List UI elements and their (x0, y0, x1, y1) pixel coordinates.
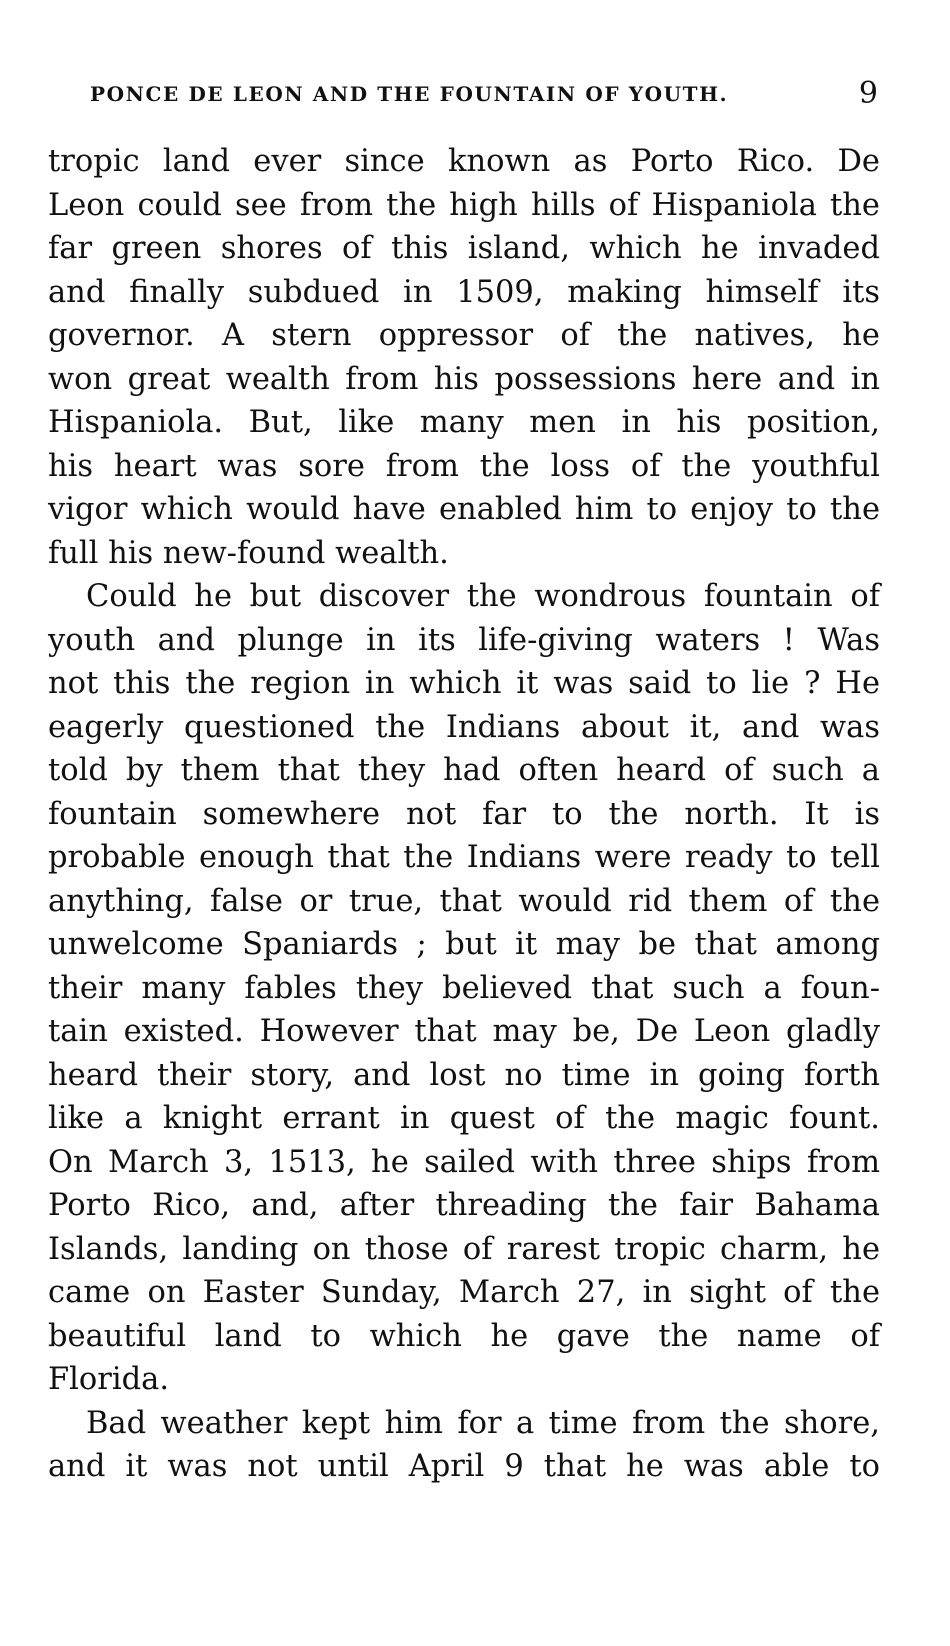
text-line: like a knight errant in quest of the magic fount. (48, 1101, 880, 1136)
text-line: far green shores of this island, which he invaded (48, 231, 880, 266)
text-line: full his new-found wealth. (48, 535, 449, 571)
text-line: Could he but discover the wondrous fountain of (86, 579, 880, 614)
text-line: governor. A stern oppressor of the natives, he (48, 318, 880, 353)
text-line: Leon could see from the high hills of Hispaniola the (48, 187, 880, 223)
body-text (48, 140, 880, 1489)
text-line: youth and plunge in its life-giving waters ! Was (48, 622, 880, 658)
text-line: told by them that they had often heard of such a (48, 753, 880, 788)
text-line: Hispaniola. But, like many men in his position, (48, 405, 880, 440)
text-line: tain existed. However that may be, De Leon gladly (48, 1014, 880, 1049)
text-line: and it was not until April 9 that he was able to (48, 1449, 880, 1484)
text-line: vigor which would have enabled him to enjoy to the (48, 492, 880, 527)
text-line: On March 3, 1513, he sailed with three ships from (48, 1144, 880, 1180)
text-line: probable enough that the Indians were ready to tell (48, 840, 880, 875)
text-line: came on Easter Sunday, March 27, in sight of the (48, 1275, 880, 1310)
text-line: won great wealth from his possessions here and in (48, 361, 880, 397)
paragraph (48, 140, 880, 575)
text-line: eagerly questioned the Indians about it, and was (48, 709, 880, 745)
running-head (48, 78, 880, 112)
text-line: Porto Rico, and, after threading the fair Bahama (48, 1188, 880, 1223)
text-line: Islands, landing on those of rarest tropic charm, he (48, 1231, 880, 1267)
text-line: beautiful land to which he gave the name of (48, 1318, 880, 1354)
page-number: 9 (858, 76, 878, 111)
text-line: tropic land ever since known as Porto Rico. De (48, 144, 880, 179)
text-line: heard their story, and lost no time in going forth (48, 1057, 880, 1093)
text-line: his heart was sore from the loss of the youthful (48, 448, 880, 484)
text-line: Florida. (48, 1362, 170, 1397)
text-line: not this the region in which it was said to lie ? He (48, 666, 880, 701)
running-title: PONCE DE LEON AND THE FOUNTAIN OF YOUTH. (90, 82, 729, 106)
text-line: their many fables they believed that such a foun- (48, 970, 880, 1006)
text-line: and finally subdued in 1509, making himself its (48, 274, 880, 310)
text-line: anything, false or true, that would rid them of the (48, 883, 880, 919)
paragraph (48, 1402, 880, 1489)
text-line: Bad weather kept him for a time from the shore, (86, 1405, 880, 1441)
text-line: fountain somewhere not far to the north. It is (48, 796, 880, 832)
book-page (48, 0, 880, 1646)
text-line: unwelcome Spaniards ; but it may be that among (48, 927, 880, 962)
paragraph (48, 575, 880, 1402)
